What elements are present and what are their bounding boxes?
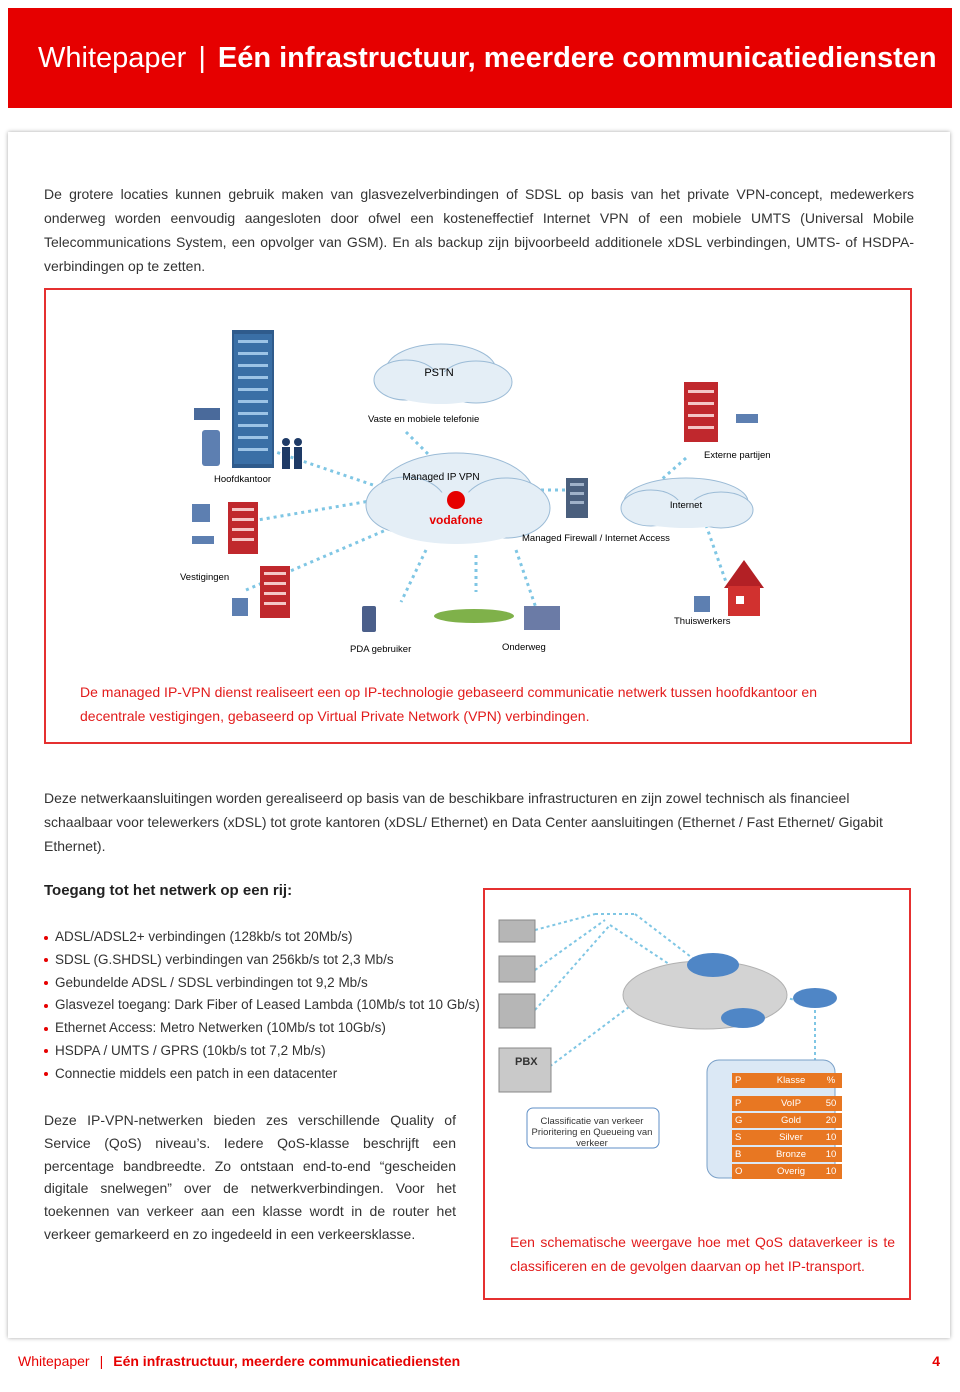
figure2-caption: Een schematische weergave hoe met QoS dataverkeer is te classificeren en de gevolgen daarvan op het IP-transport. <box>510 1234 895 1274</box>
qos-cell: 20 <box>820 1113 842 1128</box>
office-tower-icon <box>232 330 274 468</box>
firewall-icon <box>566 478 588 518</box>
qos-header-cell: Klasse <box>762 1073 820 1088</box>
table-row <box>732 1164 842 1179</box>
vaste-label: Vaste en mobiele telefonie <box>368 414 480 425</box>
callout-text: Classificatie van verkeer Prioritering en Queueing van verkeer <box>531 1116 653 1149</box>
table-row <box>732 1147 842 1162</box>
page-number: 4 <box>932 1353 940 1369</box>
pda-icon <box>362 606 376 632</box>
list-item: Connectie middels een patch in een datacenter <box>44 1063 480 1086</box>
server-rack-icon <box>499 920 535 1028</box>
telephone-icon-3 <box>736 414 758 423</box>
onderweg-label: Onderweg <box>502 642 546 653</box>
qos-table <box>732 1071 842 1181</box>
thuiswerkers-label: Thuiswerkers <box>674 616 731 627</box>
header-label: Whitepaper <box>38 41 187 74</box>
qos-cell: 10 <box>820 1130 842 1145</box>
qos-cell: O <box>732 1164 762 1179</box>
qos-cell: Gold <box>762 1113 820 1128</box>
pbx-icon <box>499 1048 551 1092</box>
list-item: ADSL/ADSL2+ verbindingen (128kb/s tot 20Mb/s) <box>44 926 480 949</box>
qos-cell: B <box>732 1147 762 1162</box>
qos-cell: 10 <box>820 1147 842 1162</box>
intro-paragraph: De grotere locaties kunnen gebruik maken van glasvezelverbindingen of SDSL op basis van het private VPN-concept, medewerkers onderweg worden eenvoudig aangesloten door ofwel een kosteneffectief Internet VPN of een mobiele UMTS (Universal Mobile Telecommunications System, een opvolger van GSM). En als backup zijn bijvoorbeeld additionele xDSL verbindingen, UMTS- of HSDPA-verbindingen op te zetten. <box>44 186 914 274</box>
pbx-label: PBX <box>515 1056 538 1068</box>
page-header <box>8 8 952 108</box>
vestigingen-label: Vestigingen <box>180 572 230 583</box>
network-figure <box>44 288 912 744</box>
telephone-icon-2 <box>192 536 214 544</box>
footer-separator: | <box>99 1353 104 1369</box>
section-heading: Toegang tot het netwerk op een rij: <box>44 882 293 899</box>
workstation-icon <box>192 504 210 522</box>
laptop-icon <box>524 606 560 630</box>
house-icon <box>724 560 764 616</box>
branch-building-icon-2 <box>260 566 290 618</box>
footer-title: Eén infrastructuur, meerdere communicatiediensten <box>113 1353 461 1369</box>
home-workstation-icon <box>694 596 710 612</box>
list-item: Glasvezel toegang: Dark Fiber of Leased Lambda (10Mb/s tot 10 Gb/s) <box>44 994 480 1017</box>
external-building-icon <box>684 382 718 442</box>
page-footer <box>18 1350 942 1372</box>
qos-cell: Bronze <box>762 1147 820 1162</box>
qos-header-cell: P <box>732 1073 762 1088</box>
qos-cell: 50 <box>820 1096 842 1111</box>
qos-header-cell: % <box>820 1073 842 1088</box>
network-diagram <box>46 290 910 742</box>
table-row <box>732 1096 842 1111</box>
router-icon-2 <box>793 988 837 1008</box>
vodafone-logo-icon <box>447 491 465 509</box>
qos-cell: VoIP <box>762 1096 820 1111</box>
footer-label: Whitepaper <box>18 1353 90 1369</box>
qos-figure <box>483 888 911 1300</box>
qos-cell: S <box>732 1130 762 1145</box>
list-item: SDSL (G.SHDSL) verbindingen van 256kb/s tot 2,3 Mb/s <box>44 949 480 972</box>
list-item: Gebundelde ADSL / SDSL verbindingen tot 9,2 Mb/s <box>44 972 480 995</box>
router-icon-3 <box>721 1008 765 1028</box>
header-title: Eén infrastructuur, meerdere communicatiediensten <box>217 41 937 74</box>
header-separator: | <box>198 41 206 74</box>
brand-label: vodafone <box>429 513 483 527</box>
internet-label: Internet <box>669 500 703 511</box>
workstation-icon-2 <box>232 598 248 616</box>
qos-cell: Overig <box>762 1164 820 1179</box>
qos-paragraph: Deze IP-VPN-netwerken bieden zes verschillende Quality of Service (QoS) niveau’s. Iedere QoS-klasse beschrijft een percentage bandbreedte. Zo ontstaan end-to-end “gescheiden digitale snelwegen” over de netwerkverbindingen. Voor het toekennen van verkeer aan een klasse wordt in de router het verkeer gemarkeerd en zo ingedeeld in een verkeersklasse. <box>44 1112 456 1242</box>
table-row <box>732 1113 842 1128</box>
qos-cell: G <box>732 1113 762 1128</box>
branch-building-icon <box>228 502 258 554</box>
access-list <box>44 926 480 1086</box>
qos-cell: P <box>732 1096 762 1111</box>
table-row <box>732 1130 842 1145</box>
firewall-label: Managed Firewall / Internet Access <box>522 533 670 544</box>
people-icon <box>282 438 302 469</box>
infrastructure-paragraph: Deze netwerkaansluitingen worden gerealiseerd op basis van de beschikbare infrastructuren en zijn zowel technisch als financieel schaalbaar voor telewerkers (xDSL) tot grote kantoren (xDSL/ Ethernet) en Data Center aansluitingen (Ethernet / Fast Ethernet/ Gigabit Ethernet). <box>44 790 883 854</box>
pstn-label: PSTN <box>424 367 454 379</box>
figure1-caption: De managed IP-VPN dienst realiseert een op IP-technologie gebaseerd communicatie netwerk tussen hoofdkantoor en decentrale vestigingen, gebaseerd op Virtual Private Network (VPN) verbindingen. <box>80 684 817 724</box>
list-item: HSDPA / UMTS / GPRS (10kb/s tot 7,2 Mb/s) <box>44 1040 480 1063</box>
telephone-icon <box>194 408 220 420</box>
phone-handset-icon <box>202 430 220 466</box>
pda-label: PDA gebruiker <box>350 644 412 655</box>
externe-label: Externe partijen <box>704 450 771 461</box>
managed-vpn-label: Managed IP VPN <box>402 472 480 483</box>
field-icon <box>434 609 514 623</box>
qos-cell: Silver <box>762 1130 820 1145</box>
qos-cell: 10 <box>820 1164 842 1179</box>
list-item: Ethernet Access: Metro Netwerken (10Mb/s tot 10Gb/s) <box>44 1017 480 1040</box>
hoofdkantoor-label: Hoofdkantoor <box>214 474 272 485</box>
router-icon <box>687 953 739 977</box>
